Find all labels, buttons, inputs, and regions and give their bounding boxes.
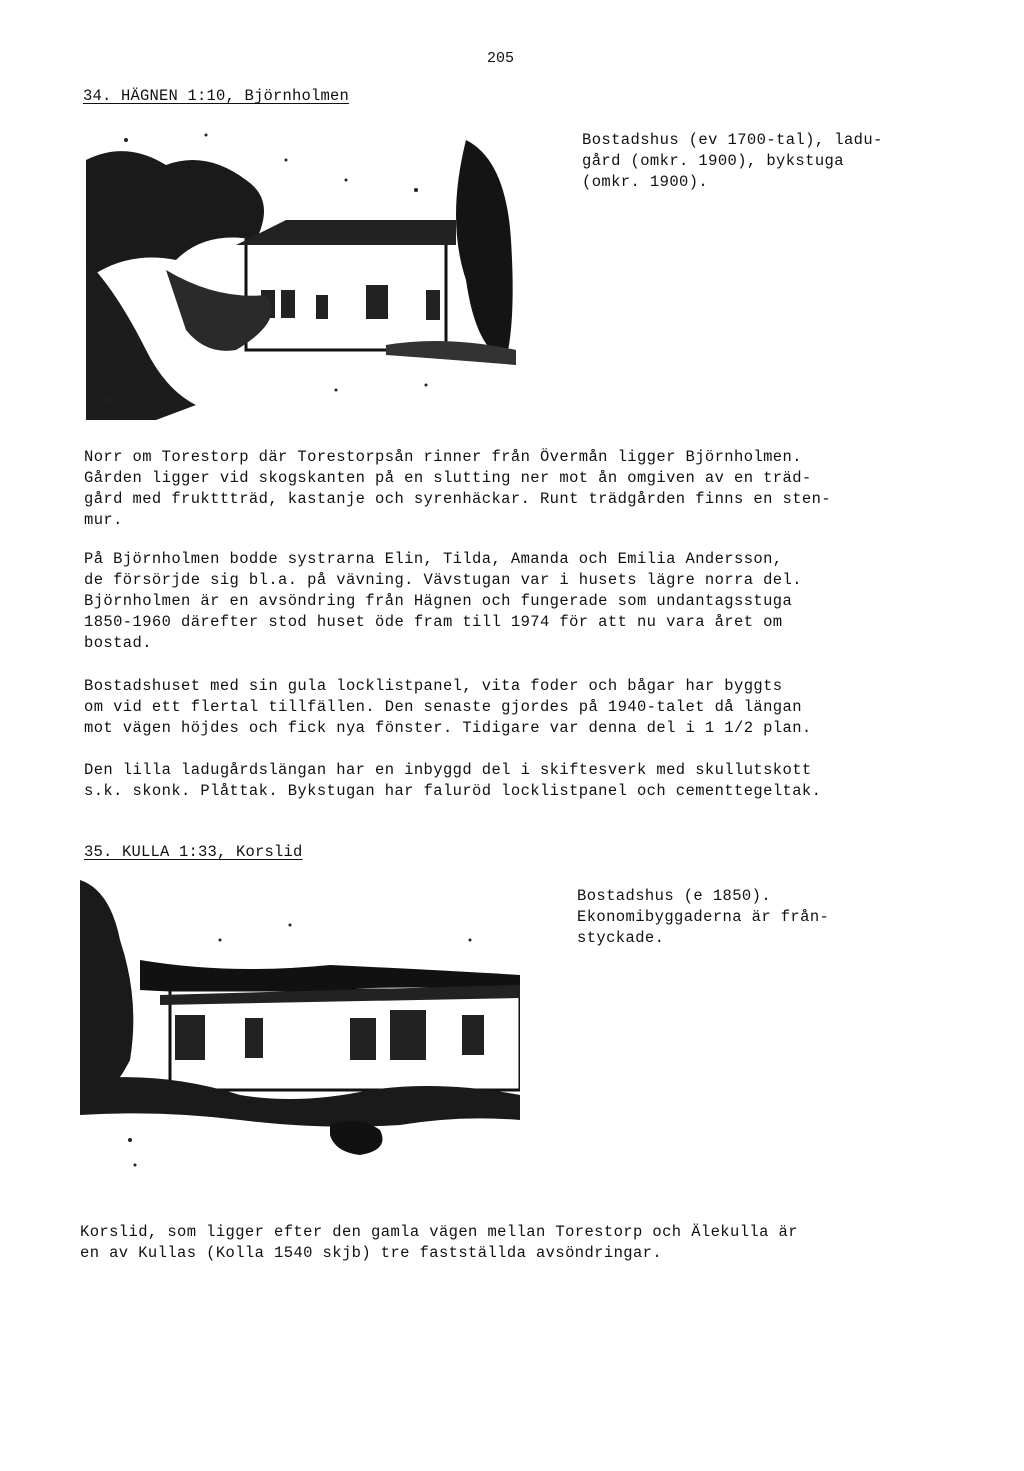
text-line: Norr om Torestorp där Torestorpsån rinner från Övermån ligger Björnholmen. <box>84 448 802 466</box>
text-line: Korslid, som ligger efter den gamla vägen mellan Torestorp och Älekulla är <box>80 1223 798 1241</box>
text-line: Björnholmen är en avsöndring från Hägnen och fungerade som undantagsstuga <box>84 592 793 610</box>
page-number: 205 <box>487 50 515 67</box>
text-line: 1850-1960 därefter stod huset öde fram till 1974 för att nu vara året om <box>84 613 783 631</box>
caption-line: Bostadshus (ev 1700-tal), ladu- <box>582 131 883 149</box>
entry-34-paragraph-3 <box>84 676 812 739</box>
caption-line: Ekonomibyggaderna är från- <box>577 908 830 926</box>
entry-34-heading: 34. HÄGNEN 1:10, Björnholmen <box>83 87 350 105</box>
text-line: På Björnholmen bodde systrarna Elin, Tilda, Amanda och Emilia Andersson, <box>84 550 783 568</box>
entry-34-paragraph-2 <box>84 549 802 654</box>
text-line: Gården ligger vid skogskanten på en slutting ner mot ån omgiven av en träd- <box>84 469 812 487</box>
caption-line: gård (omkr. 1900), bykstuga <box>582 152 844 170</box>
text-line: gård med frukttträd, kastanje och syrenhäckar. Runt trädgården finns en sten- <box>84 490 832 508</box>
text-line: en av Kullas (Kolla 1540 skjb) tre fastställda avsöndringar. <box>80 1244 663 1262</box>
entry-35-heading: 35. KULLA 1:33, Korslid <box>84 843 303 861</box>
caption-line: (omkr. 1900). <box>582 173 709 191</box>
caption-line: Bostadshus (e 1850). <box>577 887 772 905</box>
text-line: mur. <box>84 511 123 529</box>
entry-34-paragraph-1 <box>84 447 831 531</box>
text-line: Den lilla ladugårdslängan har en inbyggd del i skiftesverk med skullutskott <box>84 761 812 779</box>
text-line: mot vägen höjdes och fick nya fönster. Tidigare var denna del i 1 1/2 plan. <box>84 719 812 737</box>
entry-35-caption <box>577 886 829 949</box>
text-line: s.k. skonk. Plåttak. Bykstugan har faluröd locklistpanel och cementtegeltak. <box>84 782 822 800</box>
entry-34-caption <box>582 130 883 193</box>
entry-35-paragraph-1 <box>80 1222 798 1264</box>
text-line: Bostadshuset med sin gula locklistpanel, vita foder och bågar har byggts <box>84 677 783 695</box>
photo-bjornholmen <box>86 120 516 420</box>
text-line: om vid ett flertal tillfällen. Den senaste gjordes på 1940-talet då längan <box>84 698 802 716</box>
entry-34-paragraph-4 <box>84 760 821 802</box>
text-line: bostad. <box>84 634 152 652</box>
text-line: de försörjde sig bl.a. på vävning. Vävstugan var i husets lägre norra del. <box>84 571 802 589</box>
photo-korslid <box>80 880 520 1180</box>
caption-line: styckade. <box>577 929 665 947</box>
